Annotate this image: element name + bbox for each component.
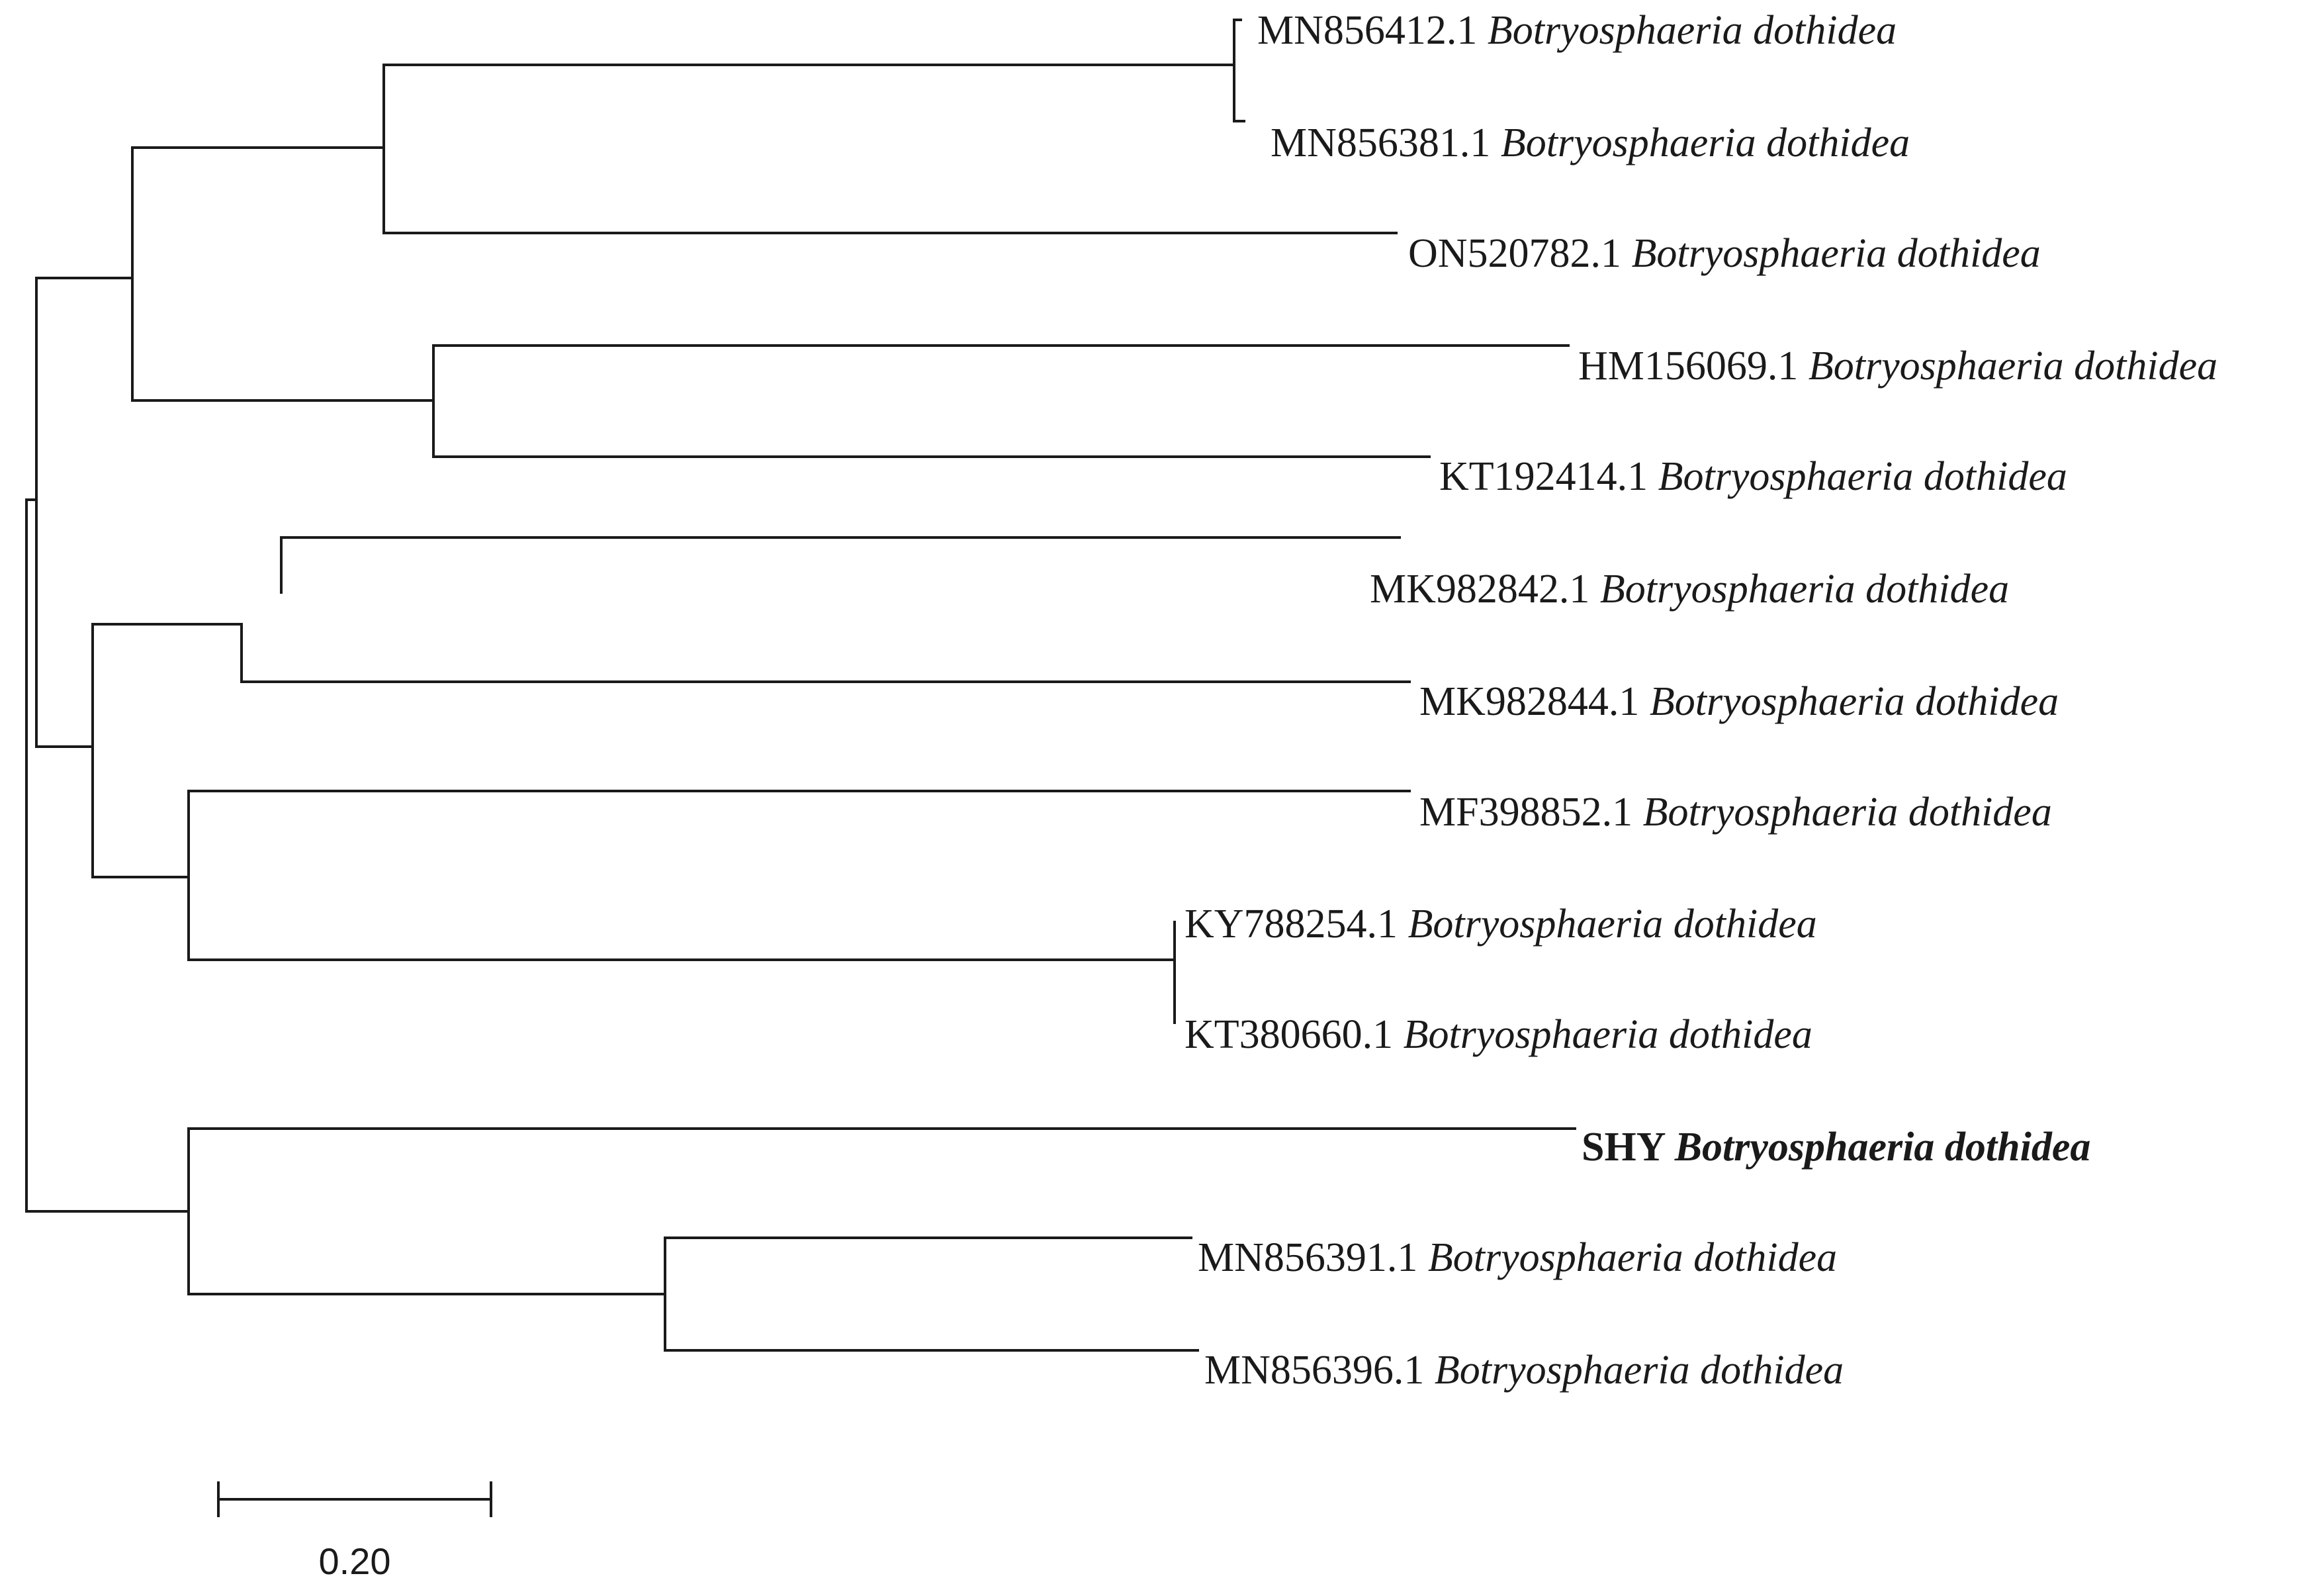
leaf-label: MK982844.1 Botryosphaeria dothidea [1419, 679, 2059, 724]
leaf-label: MK982842.1 Botryosphaeria dothidea [1370, 567, 2010, 612]
leaf-label: MN856412.1 Botryosphaeria dothidea [1257, 8, 1897, 53]
leaf-label: KT380660.1 Botryosphaeria dothidea [1184, 1012, 1812, 1057]
leaf-labels [1184, 8, 2217, 1393]
scale-bar [218, 1483, 491, 1582]
leaf-label: HM156069.1 Botryosphaeria dothidea [1578, 344, 2218, 389]
leaf-label: MN856381.1 Botryosphaeria dothidea [1271, 120, 1910, 165]
leaf-label: ON520782.1 Botryosphaeria dothidea [1408, 231, 2041, 276]
leaf-label: KT192414.1 Botryosphaeria dothidea [1439, 454, 2067, 499]
leaf-label: MN856396.1 Botryosphaeria dothidea [1204, 1348, 1844, 1393]
tree-branches [26, 20, 1575, 1350]
leaf-label: KY788254.1 Botryosphaeria dothidea [1184, 902, 1817, 947]
leaf-label: MN856391.1 Botryosphaeria dothidea [1198, 1235, 1838, 1280]
leaf-label: MF398852.1 Botryosphaeria dothidea [1419, 790, 2052, 835]
leaf-label-highlighted: SHY Botryosphaeria dothidea [1582, 1125, 2091, 1170]
scale-bar-label: 0.20 [318, 1540, 391, 1582]
